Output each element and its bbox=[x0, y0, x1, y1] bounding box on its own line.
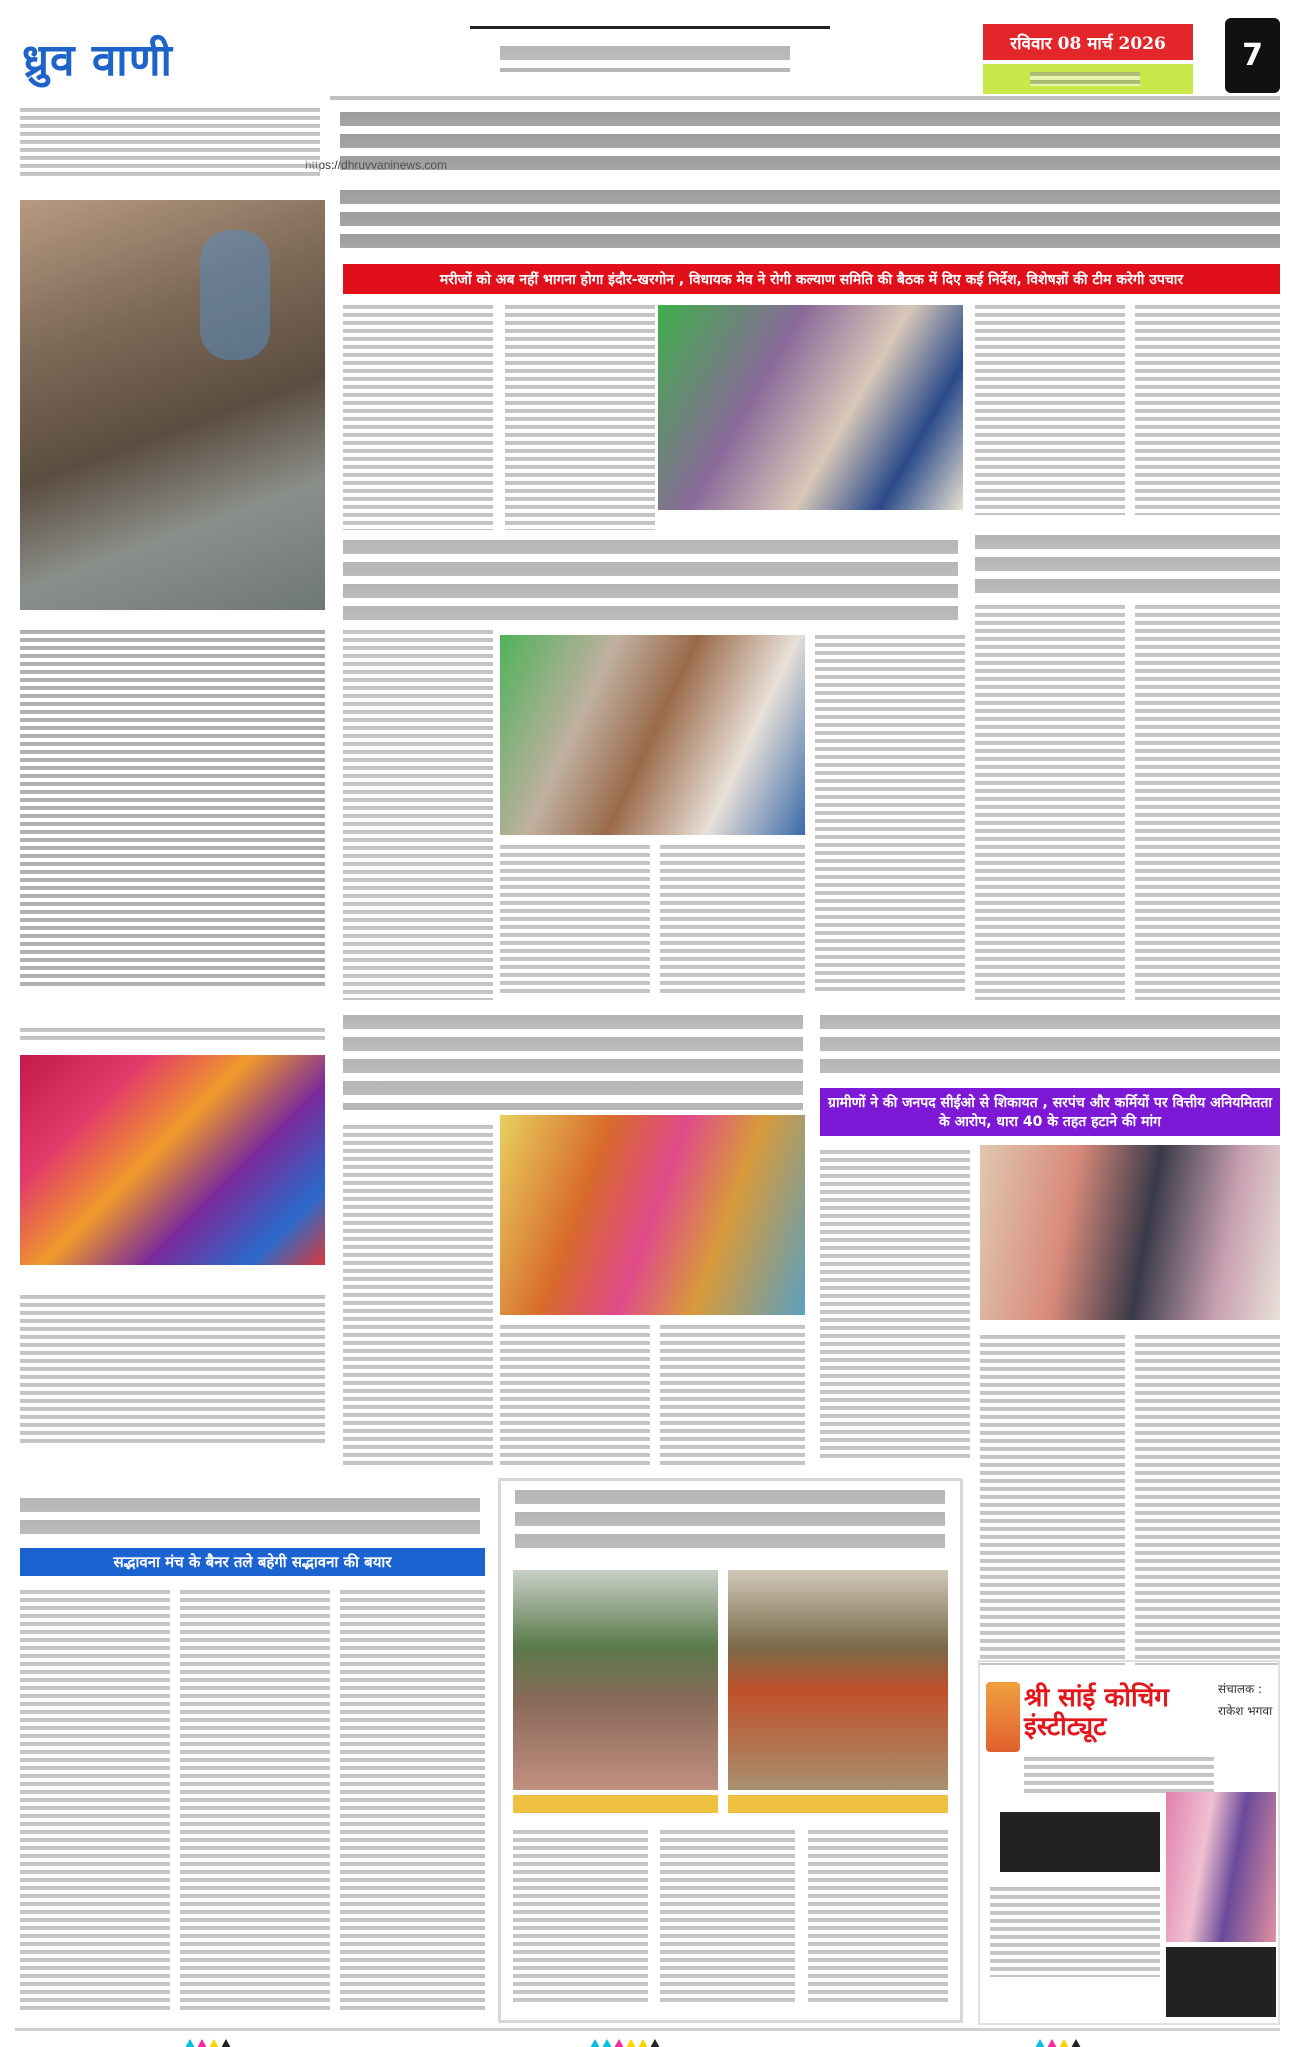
lead-col-2 bbox=[505, 305, 655, 530]
lower-center-col-1 bbox=[513, 1830, 648, 2005]
story3-col-3 bbox=[660, 1325, 805, 1465]
right-story-col-2 bbox=[1135, 605, 1280, 1000]
road-photo-2 bbox=[728, 1570, 948, 1790]
meeting-photo bbox=[658, 305, 963, 510]
masthead-logo: ध्रुव वाणी bbox=[22, 35, 173, 86]
complaint-photo bbox=[980, 1145, 1280, 1320]
lead-subhead-banner: मरीजों को अब नहीं भागना होगा इंदौर-खरगोन , विधायक मेव ने रोगी कल्याण समिति की बैठक में दिए कई निर्देश, विशेषज्ञों की टीम करेगी उपचार bbox=[343, 264, 1280, 294]
lower-center-col-3 bbox=[808, 1830, 948, 2005]
masthead-bottom-rule bbox=[330, 96, 1280, 100]
lead-headline-line2 bbox=[340, 190, 1280, 250]
lower-center-headline bbox=[515, 1490, 945, 1555]
right-subhead-banner: ग्रामीणों ने की जनपद सीईओ से शिकायत , सरपंच और कर्मियों पर वित्तीय अनियमितता के आरोप, धारा 40 के तहत हटाने की मांग bbox=[820, 1088, 1280, 1136]
road-photo-2-caption bbox=[728, 1795, 948, 1813]
lower-left-col-1 bbox=[20, 1590, 170, 2010]
ad-director-label: संचालक : bbox=[1218, 1682, 1263, 1696]
lead-col-4 bbox=[975, 305, 1125, 515]
date-box: रविवार 08 मार्च 2026 bbox=[983, 24, 1193, 60]
page-number-badge bbox=[1225, 18, 1280, 93]
lead-col-5 bbox=[1135, 305, 1280, 515]
date-subbox-text bbox=[1030, 72, 1140, 86]
page-number: 7 bbox=[1242, 38, 1263, 73]
left-mid-article bbox=[20, 1295, 325, 1445]
worship-caption bbox=[20, 1028, 325, 1044]
footer-color-marks-right bbox=[1035, 2033, 1083, 2047]
lower-left-col-3 bbox=[340, 1590, 485, 2010]
worship-photo bbox=[20, 1055, 325, 1265]
lead-headline-line1 bbox=[340, 112, 1280, 172]
ad-body-text bbox=[990, 1887, 1160, 1977]
water-photo bbox=[20, 200, 325, 610]
right-story2-col-3 bbox=[1135, 1335, 1280, 1665]
footer-color-marks-left bbox=[185, 2033, 233, 2047]
masthead bbox=[0, 0, 1300, 100]
footer-rule bbox=[15, 2028, 1280, 2031]
road-photo-1 bbox=[513, 1570, 718, 1790]
story2-photo-caption bbox=[500, 845, 650, 995]
story2-col-1 bbox=[343, 630, 493, 1000]
road-photo-1-caption bbox=[513, 1795, 718, 1813]
ad-bottom-panel bbox=[1166, 1947, 1276, 2017]
ad-subtext bbox=[1024, 1757, 1214, 1797]
story3-col-1 bbox=[343, 1125, 493, 1465]
right-story2-col-2 bbox=[980, 1335, 1125, 1665]
story2-col-3 bbox=[660, 845, 805, 995]
ceremony-photo bbox=[500, 1115, 805, 1315]
right-story-col-1 bbox=[975, 605, 1125, 1000]
ad-director-name: राकेश भगवा bbox=[1218, 1704, 1273, 1718]
story2-headline bbox=[343, 540, 958, 620]
ad-title: श्री सांई कोचिंग इंस्टीट्यूट bbox=[1024, 1683, 1169, 1742]
lead-col-1 bbox=[343, 305, 493, 530]
left-column-degraded-text bbox=[20, 630, 325, 990]
ad-dark-panel bbox=[1000, 1812, 1160, 1872]
right-story-headline bbox=[975, 535, 1280, 595]
masthead-center-label bbox=[500, 46, 790, 72]
ad-students-photo bbox=[1166, 1792, 1276, 1942]
lower-left-headline bbox=[20, 1498, 480, 1538]
story2-col-4 bbox=[815, 635, 965, 995]
ad-deity-image bbox=[986, 1682, 1020, 1752]
lower-center-col-2 bbox=[660, 1830, 795, 2005]
right-story2-headline bbox=[820, 1015, 1280, 1080]
right-story2-col-1 bbox=[820, 1150, 970, 1460]
left-top-text bbox=[20, 108, 320, 178]
ad-box bbox=[978, 1660, 1280, 2025]
lower-left-col-2 bbox=[180, 1590, 330, 2010]
story3-col-2 bbox=[500, 1325, 650, 1465]
left-subhead-banner: सद्भावना मंच के बैनर तले बहेगी सद्भावना की बयार bbox=[20, 1548, 485, 1576]
footer-color-marks-center bbox=[590, 2033, 662, 2047]
water-photo-highlight bbox=[200, 230, 270, 360]
story3-headline bbox=[343, 1015, 803, 1110]
office-photo bbox=[500, 635, 805, 835]
masthead-top-rule bbox=[470, 26, 830, 29]
